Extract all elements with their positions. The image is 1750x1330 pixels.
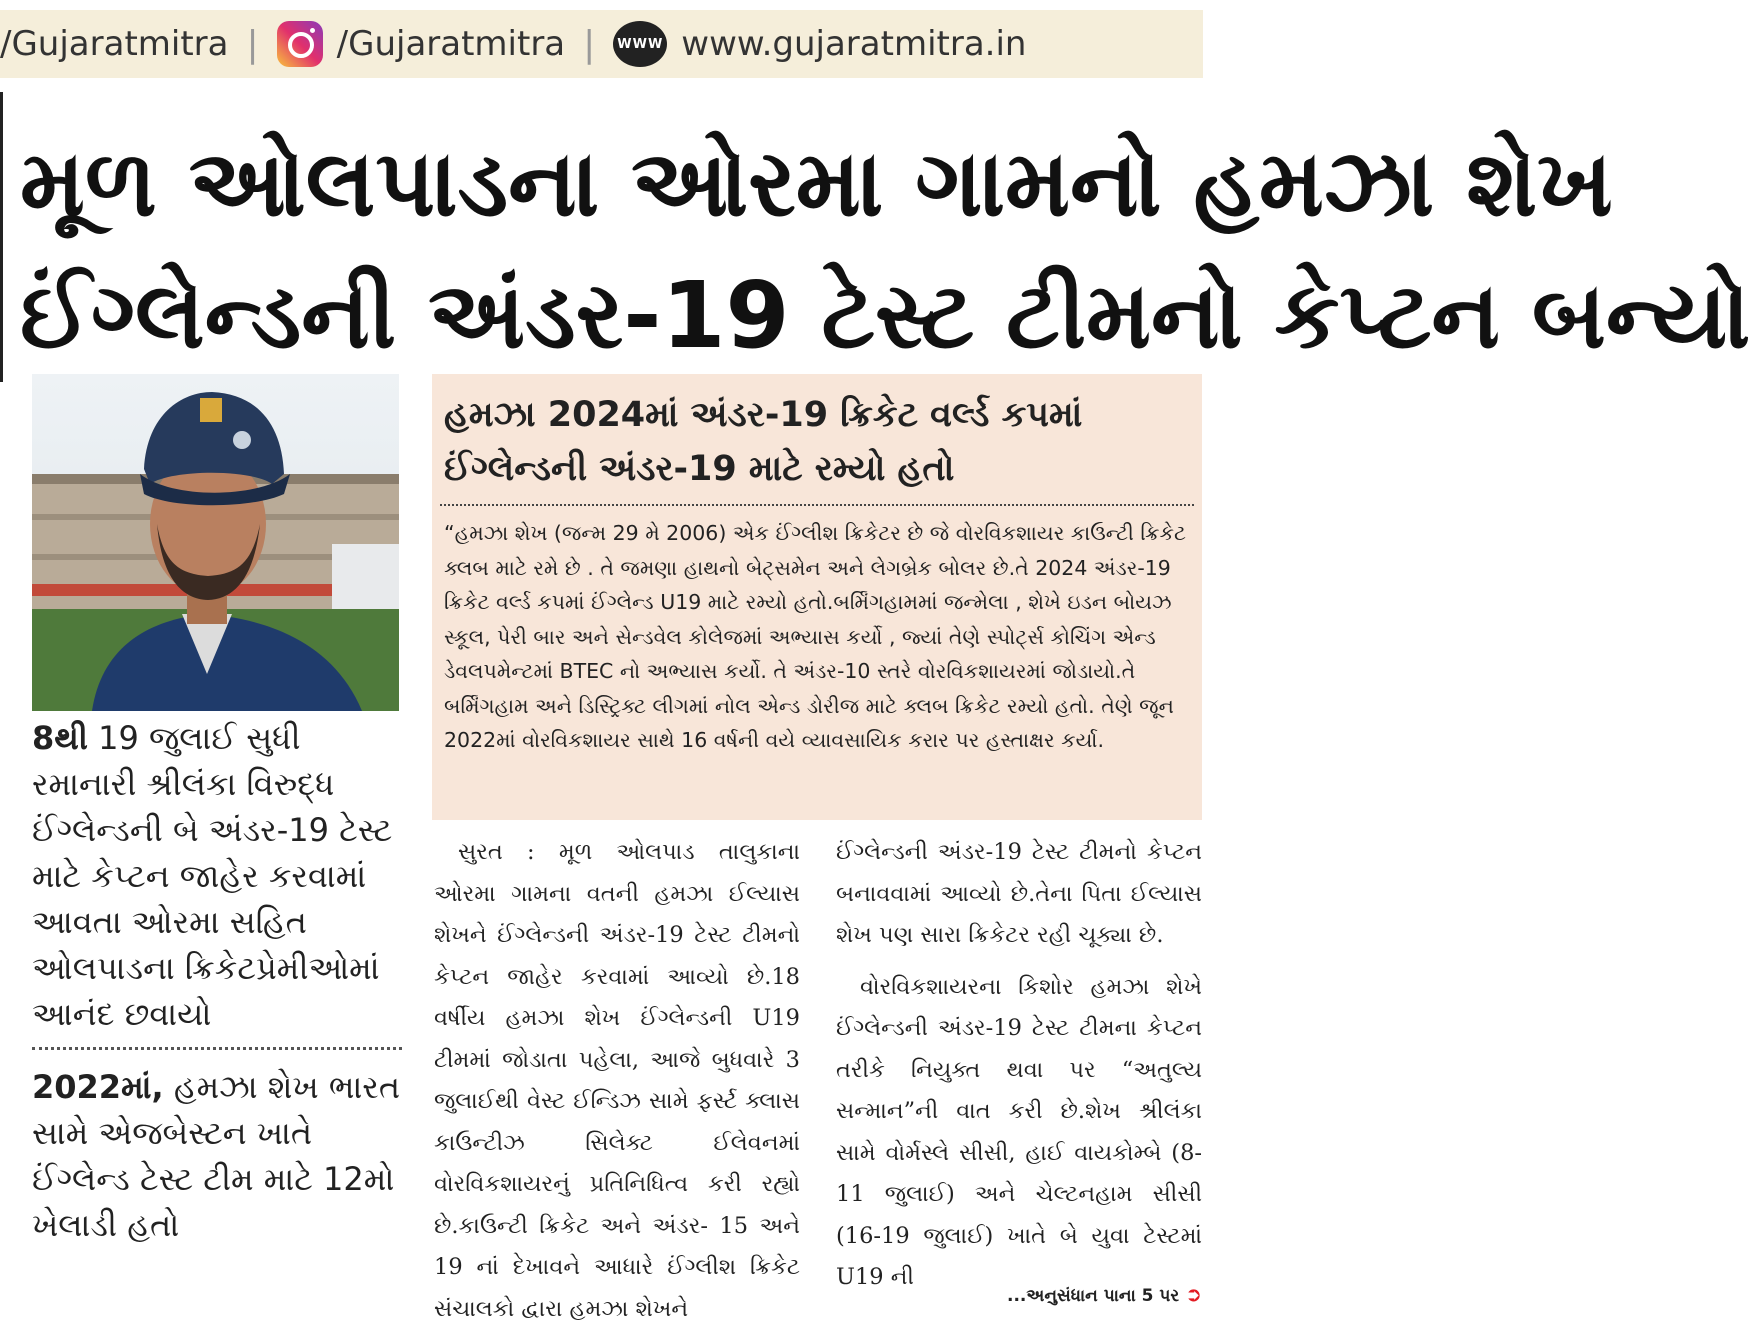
- separator: |: [246, 23, 259, 65]
- info-box-title-line-2: ઈંગ્લેન્ડની અંડર-19 માટે રમ્યો હતો: [444, 449, 955, 489]
- facebook-handle[interactable]: /Gujaratmitra: [0, 24, 229, 64]
- article-paragraph: સુરત : મૂળ ઓલપાડ તાલુકાના ઓરમા ગામના વતની હમઝા ઈલ્યાસ શેખને ઈંગ્લેન્ડની અંડર-19 ટેસ્ટ ટીમનો કેપ્ટન જાહેર કરવામાં આવ્યો છે.18 વર્ષીય હમઝા શેખ ઈંગ્લેન્ડની U19 ટીમમાં જોડાતા પહેલા, આજે બુધવારે 3 જુલાઈથી વેસ્ટ ઈન્ડિઝ સામે ફર્સ્ટ ક્લાસ કાઉન્ટીઝ સિલેક્ટ ઈલેવનમાં વોરવિકશાયરનું પ્રતિનિધિત્વ કરી રહ્યો છે.કાઉન્ટી ક્રિકેટ અને અંડર- 15 અને 19 નાં દેખાવને આધારે ઈંગ્લીશ ક્રિકેટ સંચાલકો દ્વારા હમઝા શેખને: [434, 839, 801, 1322]
- info-box: [432, 374, 1202, 820]
- article-paragraph: ઈંગ્લેન્ડની અંડર-19 ટેસ્ટ ટીમનો કેપ્ટન બનાવવામાં આવ્યો છે.તેના પિતા ઈલ્યાસ શેખ પણ સારા ક્રિકેટર રહી ચૂક્યા છે.: [836, 839, 1202, 948]
- pull-quote-lead: 2022માં,: [32, 1068, 164, 1106]
- left-column: [32, 715, 402, 1248]
- headline-line-1: મૂળ ઓલપાડના ઓરમા ગામનો હમઝા શેખ: [20, 130, 1613, 237]
- player-photo: [32, 374, 399, 711]
- instagram-icon: [277, 21, 323, 67]
- headline: [20, 118, 1750, 382]
- pull-quote-text: હમઝા શેખ ભારત સામે એજબેસ્ટન ખાતે ઈંગ્લેન્ડ ટેસ્ટ ટીમ માટે 12મો ખેલાડી હતો: [32, 1068, 401, 1244]
- pull-quote-text: 19 જુલાઈ સુધી રમાનારી શ્રીલંકા વિરુદ્ધ ઈંગ્લેન્ડની બે અંડર-19 ટેસ્ટ માટે કેપ્ટન જાહેર કરવામાં આવતા ઓરમા સહિત ઓલપાડના ક્રિકેટપ્રેમીઓમાં આનંદ છવાયો: [32, 719, 393, 1033]
- globe-icon: WWW: [613, 21, 667, 67]
- continued-link[interactable]: [936, 1282, 1202, 1306]
- article-column-2: [836, 832, 1202, 1299]
- pull-quote: [32, 1064, 402, 1248]
- article-paragraph: વોરવિકશાયરના કિશોર હમઝા શેખે ઈંગ્લેન્ડની અંડર-19 ટેસ્ટ ટીમના કેપ્ટન તરીકે નિયુક્ત થવા પર “અતુલ્ય સન્માન”ની વાત કરી છે.શેખ શ્રીલંકા સામે વોર્મસ્લે સીસી, હાઈ વાયકોમ્બે (8-11 જુલાઈ) અને ચેલ્ટનહામ સીસી (16-19 જુલાઈ) ખાતે બે યુવા ટેસ્ટમાં U19 ની: [836, 973, 1202, 1290]
- divider: [32, 1047, 402, 1050]
- info-box-title-line-1: હમઝા 2024માં અંડર-19 ક્રિકેટ વર્લ્ડ કપમાં: [444, 395, 1083, 435]
- pull-quote: [32, 715, 402, 1037]
- column-rule: [0, 92, 3, 382]
- continued-text: ...અનુસંધાન પાના 5 પર: [1007, 1286, 1180, 1306]
- social-bar: [0, 10, 1203, 78]
- instagram-handle[interactable]: /Gujaratmitra: [336, 24, 566, 64]
- separator: |: [583, 23, 596, 65]
- pull-quote-lead: 8થી: [32, 719, 88, 757]
- headline-line-2: ઈંગ્લેન્ડની અંડર-19 ટેસ્ટ ટીમનો કેપ્ટન બન્યો: [20, 262, 1750, 369]
- article-column-1: [434, 832, 800, 1330]
- player-photo-illustration: [32, 374, 399, 711]
- info-box-title: [432, 374, 1202, 496]
- website-link[interactable]: www.gujaratmitra.in: [681, 24, 1027, 64]
- arrow-right-icon: ➲: [1185, 1282, 1202, 1306]
- info-box-body: “હમઝા શેખ (જન્મ 29 મે 2006) એક ઈંગ્લીશ ક્રિકેટર છે જે વોરવિકશાયર કાઉન્ટી ક્રિકેટ ક્લબ માટે રમે છે . તે જમણા હાથનો બેટ્સમેન અને લેગબ્રેક બોલર છે.તે 2024 અંડર-19 ક્રિકેટ વર્લ્ડ કપમાં ઈંગ્લેન્ડ U19 માટે રમ્યો હતો.બર્મિંગહામમાં જન્મેલા , શેખે ઇડન બોયઝ સ્કૂલ, પેરી બાર અને સેન્ડવેલ કોલેજમાં અભ્યાસ કર્યો , જ્યાં તેણે સ્પોર્ટ્સ કોચિંગ એન્ડ ડેવલપમેન્ટમાં BTEC નો અભ્યાસ કર્યો. તે અંડર-10 સ્તરે વોરવિકશાયરમાં જોડાયો.તે બર્મિંગહામ અને ડિસ્ટ્રિક્ટ લીગમાં નોલ એન્ડ ડોરીજ માટે ક્લબ ક્રિકેટ રમ્યો હતો. તેણે જૂન 2022માં વોરવિકશાયર સાથે 16 વર્ષની વયે વ્યાવસાયિક કરાર પર હસ્તાક્ષર કર્યા.: [444, 521, 1186, 752]
